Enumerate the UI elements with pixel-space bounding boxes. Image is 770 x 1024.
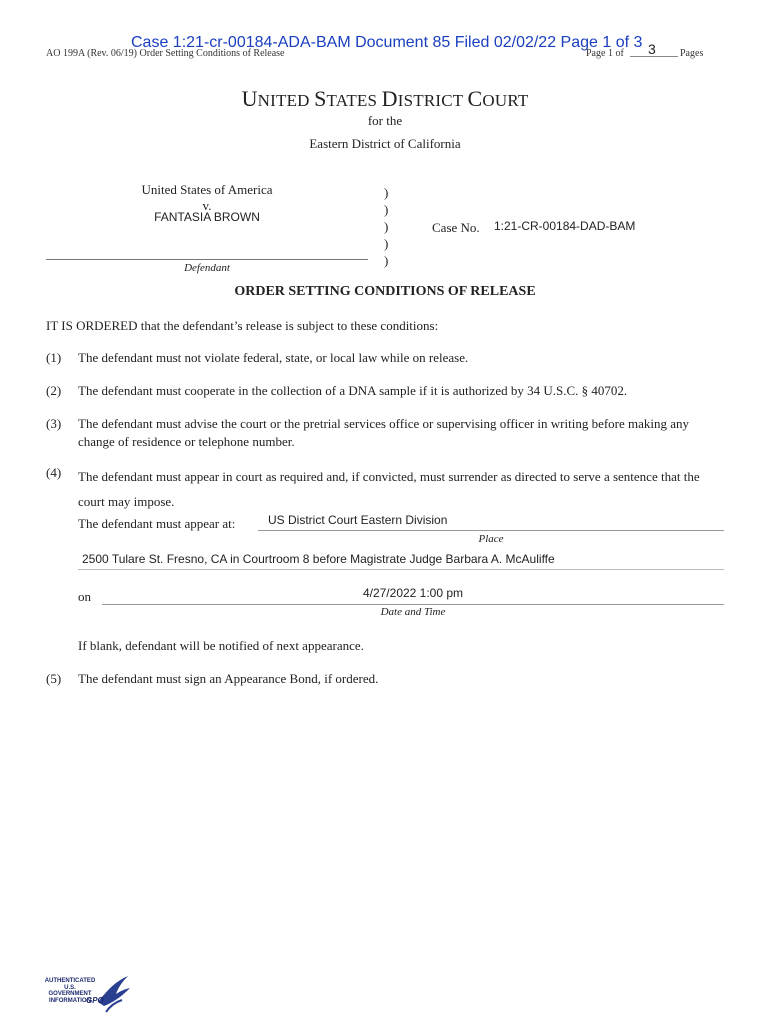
gpo-authentication-logo	[42, 972, 132, 1018]
court-title-part: S	[314, 86, 327, 111]
on-label: on	[78, 589, 91, 604]
place-label: Place	[478, 533, 504, 545]
order-title: ORDER SETTING CONDITIONS OF RELEASE	[234, 284, 536, 299]
total-pages-underline	[630, 56, 678, 57]
caption-bracket: )	[384, 236, 389, 251]
court-title	[0, 86, 770, 112]
versus-label: v.	[202, 198, 212, 213]
condition-text: The defendant must sign an Appearance Bond, if ordered.	[78, 671, 379, 686]
address-underline	[78, 569, 724, 570]
condition-text: The defendant must appear in court as required and, if convicted, must surrender as directed to serve a sentence that the court may impose.	[78, 469, 700, 509]
court-title-part: D	[381, 86, 398, 111]
court-title-part: TATES	[326, 91, 382, 110]
date-underline	[102, 604, 724, 605]
appear-at-label: The defendant must appear at:	[78, 516, 236, 531]
total-pages-value: 3	[648, 41, 656, 57]
condition-number: (4)	[46, 465, 62, 480]
condition-number: (1)	[46, 350, 62, 365]
caption-bracket: )	[384, 219, 389, 234]
caption-bracket: )	[384, 202, 389, 217]
court-title-part: U	[241, 86, 258, 111]
gpo-mark: GPO	[86, 996, 104, 1005]
place-underline	[258, 530, 724, 531]
defendant-name: FANTASIA BROWN	[154, 210, 260, 224]
gpo-logo-line: INFORMATION	[49, 997, 91, 1004]
plaintiff-name: United States of America	[141, 182, 273, 197]
court-title-part: ISTRICT	[397, 91, 468, 110]
court-title-part: C	[467, 86, 483, 111]
date-time-field: 4/27/2022 1:00 pm	[362, 586, 464, 600]
gpo-logo-line: AUTHENTICATED	[44, 978, 96, 984]
if-blank-note: If blank, defendant will be notified of next appearance.	[78, 638, 364, 653]
page-of-label: Page 1 of	[586, 48, 624, 59]
condition-number: (5)	[46, 671, 62, 686]
caption-bracket: )	[384, 185, 389, 200]
court-title-part: OURT	[482, 91, 529, 110]
case-number-label: Case No.	[432, 220, 480, 235]
condition-text: The defendant must not violate federal, state, or local law while on release.	[78, 350, 469, 365]
condition-number: (3)	[46, 416, 62, 431]
condition-text: The defendant must cooperate in the collection of a DNA sample if it is authorized by 34 U.S.C. § 40702.	[78, 383, 628, 398]
case-number-value: 1:21-CR-00184-DAD-BAM	[494, 219, 636, 233]
gpo-logo-line: U.S. GOVERNMENT	[48, 984, 92, 997]
caption-bracket: )	[384, 253, 389, 268]
court-title-part: NITED	[257, 91, 315, 110]
address-field: 2500 Tulare St. Fresno, CA in Courtroom 8 before Magistrate Judge Barbara A. McAuliffe	[82, 552, 555, 566]
filing-stamp: Case 1:21-cr-00184-ADA-BAM Document 85 Filed 02/02/22 Page 1 of 3	[131, 34, 643, 51]
district-name: Eastern District of California	[309, 136, 461, 151]
condition-number: (2)	[46, 383, 62, 398]
order-intro: IT IS ORDERED that the defendant’s release is subject to these conditions:	[46, 318, 439, 333]
date-time-label: Date and Time	[380, 606, 446, 618]
eagle-icon	[92, 972, 132, 1016]
condition-text: The defendant must advise the court or the pretrial services office or supervising officer in writing before making any change of residence or telephone number.	[78, 416, 690, 449]
place-field: US District Court Eastern Division	[268, 513, 448, 527]
form-identifier: AO 199A (Rev. 06/19) Order Setting Conditions of Release	[46, 48, 285, 59]
defendant-underline	[46, 259, 368, 260]
defendant-label: Defendant	[184, 262, 230, 274]
pages-label: Pages	[680, 48, 704, 59]
for-the-label: for the	[367, 113, 403, 128]
